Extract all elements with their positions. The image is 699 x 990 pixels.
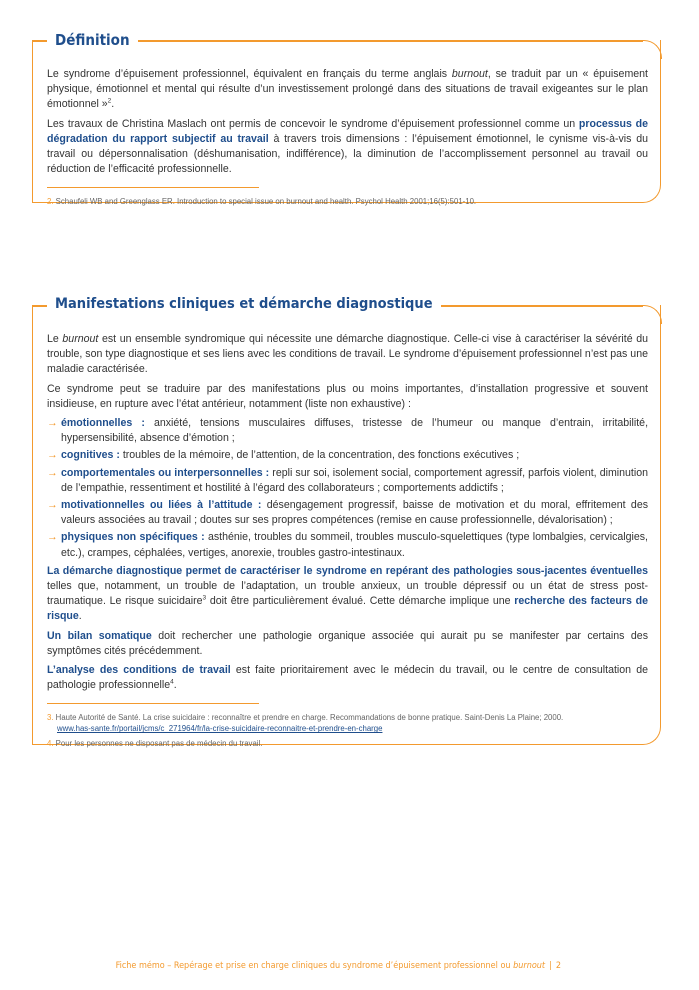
definition-content xyxy=(47,67,648,211)
manifestations-content xyxy=(47,332,648,753)
definition-box xyxy=(32,31,661,207)
list-item: → émotionnelles : anxiété, tensions musculaires diffuses, tristesse de l’humeur ou manque d’entrain, irritabilité, hypersensibilité, absence d’émotion ; xyxy=(47,417,649,445)
manifestations-paragraph-1: Le burnout est un ensemble syndromique qui nécessite une démarche diagnostique. Celle-ci vise à caractériser la sévérité du trouble, son type diagnostique et ses liens avec les conditions de travail. Le syndrome d’épuisement professionnel n’est pas une maladie caractérisée. xyxy=(47,333,648,376)
page-number: 2 xyxy=(555,961,561,971)
manifestations-paragraph-4: Un bilan somatique doit rechercher une pathologie organique associée qui aurait pu se manifester par certains des symptômes cités précédemment. xyxy=(47,629,648,657)
arrow-right-icon: → xyxy=(47,449,58,462)
list-item: → cognitives : troubles de la mémoire, de l’attention, de la concentration, des fonctions exécutives ; xyxy=(47,448,648,463)
definition-top-rule-left xyxy=(33,40,47,42)
manifestations-title: Manifestations cliniques et démarche diagnostique xyxy=(47,294,441,314)
definition-paragraph-2: Les travaux de Christina Maslach ont permis de concevoir le syndrome d’épuisement professionnel comme un processus de dégradation du rapport subjectif au travail à travers trois dimensions : l’épuisement émotionnel, le cynisme vis-à-vis du travail ou dépersonnalisation (déshumanisation, indifférence), la diminution de l’accomplissement personnel au travail ou réduction de l’efficacité professionnelle. xyxy=(47,117,648,176)
manifestations-paragraph-5: L’analyse des conditions de travail est faite prioritairement avec le médecin du travail, ou le centre de consultation de pathologie professionnelle$^4$. xyxy=(47,664,649,692)
footnote-2: 2. Schaufeli WB and Greenglass ER. Introduction to special issue on burnout and health. Psychol Health 2001;16(5):501-10. xyxy=(47,197,477,207)
footnote-3: 3. Haute Autorité de Santé. La crise suicidaire : reconnaître et prendre en charge. Recommandations de bonne pratique. Saint-Denis La Plaine; 2000. www.has-sante.fr/portail/jcms/c_271964/fr/la-crise-suicidaire-reconnaitre-et-prendre-en-charge xyxy=(47,713,564,734)
footnote-3-link[interactable]: www.has-sante.fr/portail/jcms/c_271964/fr/la-crise-suicidaire-reconnaitre-et-prendre-en-charge xyxy=(57,724,383,734)
list-item: → comportementales ou interpersonnelles : repli sur soi, isolement social, comportement agressif, parfois violent, diminution de l’empathie, ressentiment et hostilité à l’égard des collaborateurs ; comportements addictifs ; xyxy=(47,466,648,494)
manifestations-top-rule-left xyxy=(33,305,47,307)
list-item: → physiques non spécifiques : asthénie, troubles du sommeil, troubles musculo-squelettiques (type lombalgies, cervicalgies, etc.), crampes, céphalées, vertiges, anorexie, troubles gastro-intestinaux. xyxy=(47,531,648,559)
symptoms-list xyxy=(47,416,648,561)
manifestations-paragraph-2: Ce syndrome peut se traduire par des manifestations plus ou moins importantes, d’installation progressive et souvent insidieuse, en rupture avec l’état antérieur, notamment (liste non exhaustive) : xyxy=(47,382,648,410)
list-item: → motivationnelles ou liées à l’attitude : désengagement progressif, baisse de motivation et du moral, effritement des valeurs associées au travail ; doutes sur ses propres compétences (remise en cause professionnelle, dévalorisation) ; xyxy=(47,499,649,527)
page-footer: Fiche mémo – Repérage et prise en charge cliniques du syndrome d’épuisement professionnel ou burnout | 2 xyxy=(115,961,561,971)
manifestations-corner xyxy=(643,305,662,324)
definition-title: Définition xyxy=(47,30,138,50)
definition-top-rule-right xyxy=(133,40,643,42)
footnote-divider xyxy=(47,187,259,188)
arrow-right-icon: → xyxy=(47,531,58,544)
definition-paragraph-1: Le syndrome d’épuisement professionnel, équivalent en français du terme anglais burnout, se traduit par un « épuisement physique, émotionnel et mental qui résulte d’un investissement prolongé dans des situations de travail exigeantes sur le plan émotionnel »$^2$. xyxy=(47,68,648,111)
definition-corner xyxy=(643,40,662,59)
manifestations-box xyxy=(32,296,661,749)
arrow-right-icon: → xyxy=(47,417,58,430)
footnote-4: 4. Pour les personnes ne disposant pas de médecin du travail. xyxy=(47,739,263,749)
manifestations-paragraph-3: La démarche diagnostique permet de caractériser le syndrome en repérant des pathologies sous-jacentes éventuelles telles que, notamment, un trouble de l’adaptation, un trouble anxieux, un trouble dépressif ou un état de stress post-traumatique. Le risque suicidaire$^3$ doit être particulièrement évalué. Cette démarche implique une recherche des facteurs de risque. xyxy=(47,564,648,623)
footnote-divider xyxy=(47,703,259,704)
arrow-right-icon: → xyxy=(47,499,58,512)
arrow-right-icon: → xyxy=(47,466,58,479)
